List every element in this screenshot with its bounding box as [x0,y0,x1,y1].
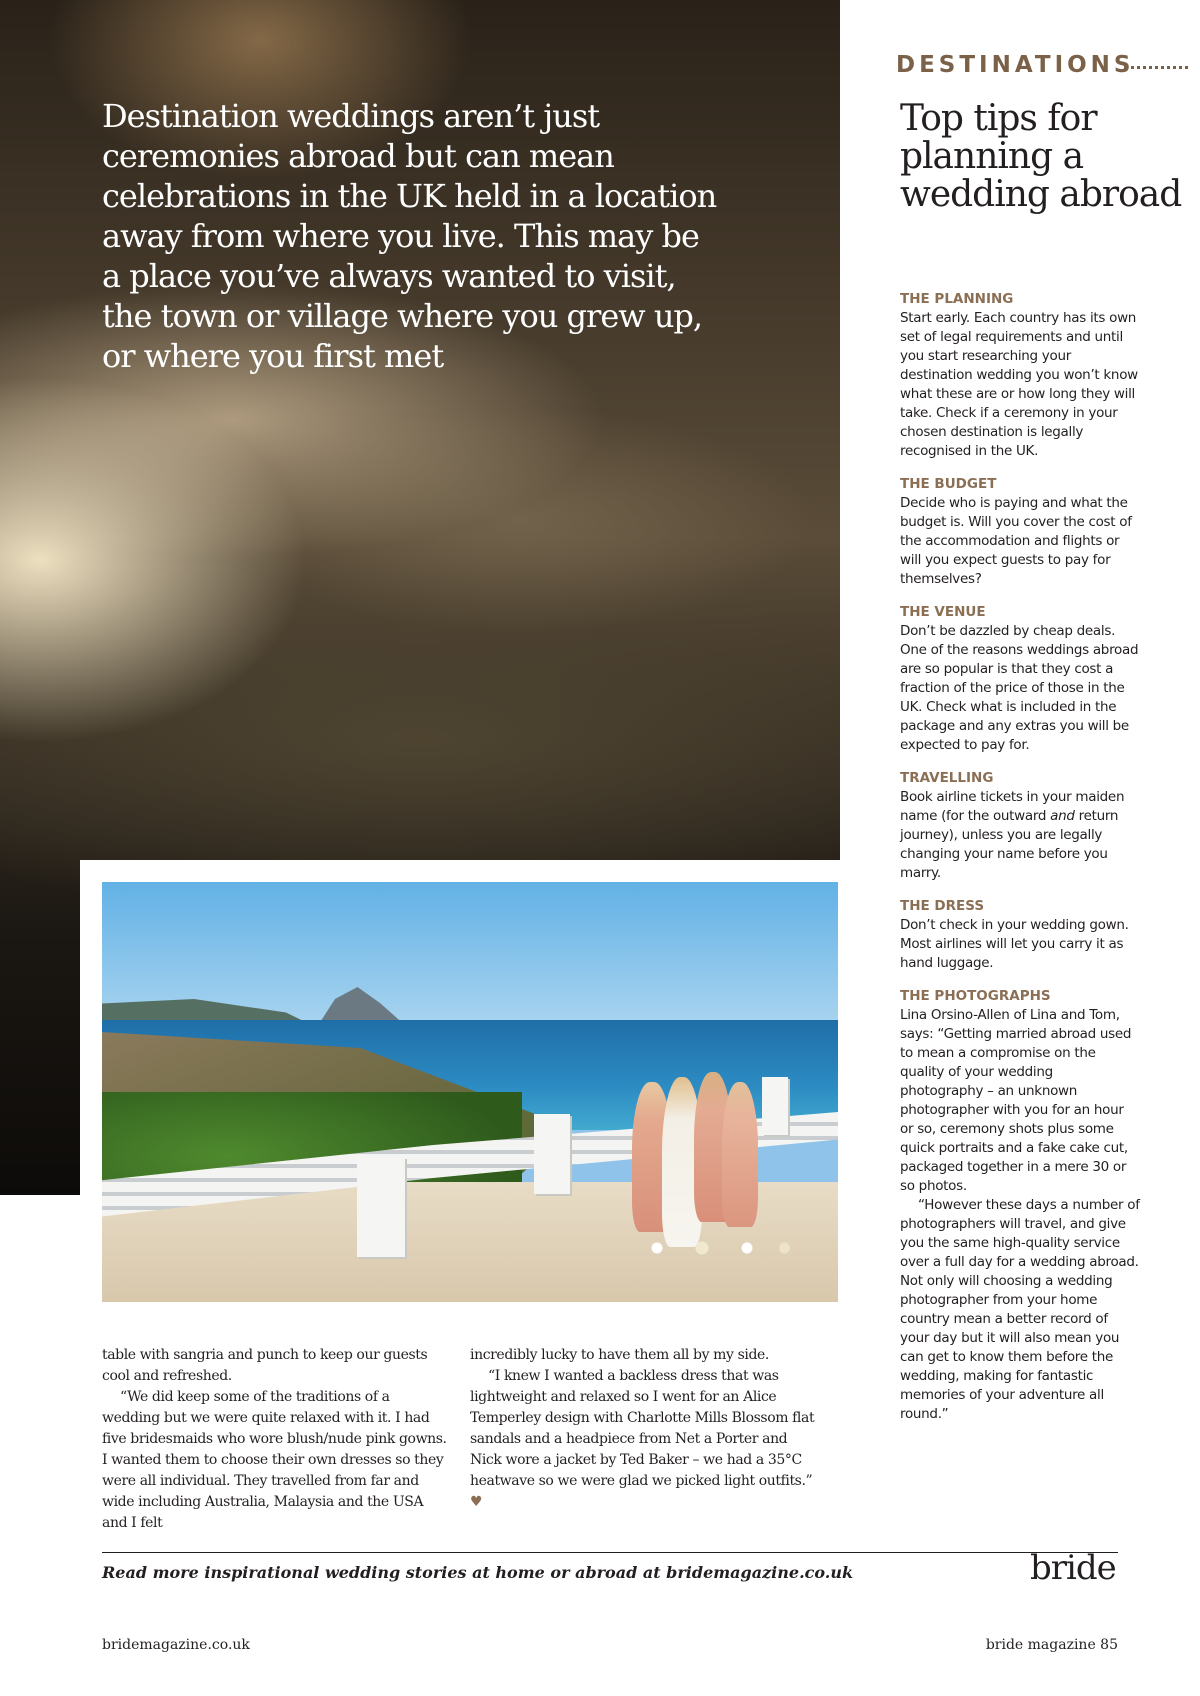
tip-text-emphasis: and [1050,808,1075,824]
tip-text [900,788,1140,883]
tip-text: Start early. Each country has its own set of legal requirements and until you start researching your destination wedding you won’t know what these are or how long they will take. Check if a ceremony in your chosen destination is legally recognised in the UK. [900,310,1138,459]
body-paragraph: table with sangria and punch to keep our guests cool and refreshed. [102,1347,428,1384]
tip-budget [900,475,1140,589]
tip-dress [900,897,1140,973]
photo-sky [102,882,838,1022]
section-label: DESTINATIONS [896,52,1135,78]
tip-photographs [900,987,1140,1424]
body-column-1 [102,1345,447,1534]
body-paragraph [470,1366,815,1513]
hero-pull-quote: Destination weddings aren’t just ceremonies abroad but can mean celebrations in the UK held in a location away from where you live. This may be a place you’ve always wanted to visit, the town or village where you grew up, or where you first met [102,97,717,375]
tip-text: Decide who is paying and what the budget is. Will you cover the cost of the accommodation and flights or will you expect guests to pay for themselves? [900,495,1132,587]
tip-text [900,1006,1140,1424]
tip-heading: THE PLANNING [900,291,1014,307]
tip-heading: THE PHOTOGRAPHS [900,988,1051,1004]
promo-link-text: Read more inspirational wedding stories at home or abroad at bridemagazine.co.uk [102,1563,854,1582]
photo-railing-post [762,1077,788,1135]
body-column-2 [470,1345,815,1513]
tip-text-part: return journey), unless you are legally changing your name before you marry. [900,808,1119,881]
tip-heading: THE DRESS [900,898,985,914]
dotted-divider [1124,66,1188,69]
tip-text: Don’t check in your wedding gown. Most airlines will let you carry it as hand luggage. [900,917,1129,971]
body-paragraph: incredibly lucky to have them all by my side. [470,1347,769,1363]
photo-railing-post [534,1114,570,1194]
photo-flowers [642,1237,792,1259]
tip-heading: TRAVELLING [900,770,994,786]
body-paragraph-text: “I knew I wanted a backless dress that was lightweight and relaxed so I went for an Alice Temperley design with Charlotte Mills Blossom flat sandals and a headpiece from Net a Porter and Nick wore a jacket by Ted Baker – we had a 35°C heatwave so we were glad we picked light outfits.” [470,1368,815,1489]
tip-text-part: Book airline tickets in your maiden name (for the outward [900,789,1125,824]
wedding-photo [102,882,838,1302]
sidebar-title: Top tips for planning a wedding abroad [900,98,1182,215]
tip-venue [900,603,1140,755]
tip-paragraph: Lina Orsino-Allen of Lina and Tom, says: “Getting married abroad used to mean a compromise on the quality of your wedding photography – an unknown photographer with you for an hour or so, ceremony shots plus some quick portraits and a fake cake cut, packaged together in a mere 30 or so photos. [900,1007,1132,1194]
folio-page-number: bride magazine 85 [985,1637,1118,1653]
footer-rule [102,1552,1118,1553]
brand-logo: bride [1030,1548,1116,1588]
photo-railing-post [357,1157,405,1257]
tip-planning [900,290,1140,461]
heart-icon: ♥ [470,1494,483,1510]
tip-text: Don’t be dazzled by cheap deals. One of the reasons weddings abroad are so popular is that they cost a fraction of the price of those in the UK. Check what is included in the package and any extras you will be expected to pay for. [900,623,1139,753]
tip-paragraph: “However these days a number of photographers will travel, and give you the same high-quality service over a full day for a wedding abroad. Not only will choosing a wedding photographer from your home country mean a better record of your day but it will also mean you can get to know them before the wedding, making for fantastic memories of your adventure all round.” [900,1197,1140,1422]
folio-website: bridemagazine.co.uk [102,1637,250,1653]
body-paragraph: “We did keep some of the traditions of a wedding but we were quite relaxed with it. I had five bridesmaids who wore blush/nude pink gowns. I wanted them to choose their own dresses so they were all individual. They travelled from far and wide including Australia, Malaysia and the USA and I felt [102,1389,447,1531]
photo-bridesmaid [722,1082,758,1227]
tip-heading: THE VENUE [900,604,986,620]
tips-list [900,290,1140,1438]
tip-travelling [900,769,1140,883]
tip-heading: THE BUDGET [900,476,997,492]
